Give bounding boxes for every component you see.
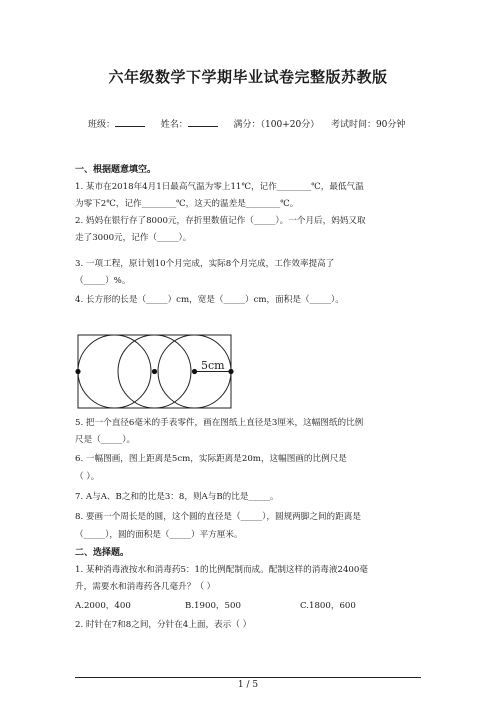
footer-divider [75, 677, 421, 678]
exam-info-row [88, 117, 405, 130]
page-number: 1 / 5 [237, 680, 259, 690]
class-label: 班级： [88, 120, 116, 130]
class-blank [115, 117, 145, 127]
choice-q1-line2: 升，需要水和消毒药各几毫升？（ ） [75, 582, 216, 592]
q3-line2: （_____）%。 [75, 276, 131, 286]
q4-line: 4. 长方形的长是（_____）cm，宽是（_____）cm，面积是（_____）。 [75, 295, 344, 305]
q8-line2: （_____），圆的面积是（_____）平方厘米。 [75, 530, 243, 540]
option-c: C.1800，600 [300, 601, 356, 611]
section2-heading: 二、选择题。 [75, 548, 130, 558]
rectangle-circles-diagram [70, 332, 240, 412]
score-label: 满分：（100+20分） [233, 120, 320, 130]
q3-line1: 3. 一项工程，原计划10个月完成，实际8个月完成，工作效率提高了 [75, 259, 335, 269]
q2-line2: 走了3000元，记作（_____）。 [75, 233, 192, 243]
section1-heading: 一、根据题意填空。 [75, 165, 157, 175]
name-label: 姓名： [160, 120, 188, 130]
q2-line1: 2. 妈妈在银行存了8000元，存折里数值记作（_____）。一个月后，妈妈又取 [75, 216, 366, 226]
q8-line1: 8. 要画一个周长是的圆，这个圆的直径是（_____），圆规两脚之间的距离是 [75, 512, 361, 522]
time-label: 考试时间：90分钟 [330, 120, 406, 130]
option-b: B.1900，500 [185, 601, 241, 611]
choice-q2-line: 2. 时针在7和8之间，分针在4上面，表示（ ） [75, 620, 252, 630]
q5-line2: 尺是（_____）。 [75, 435, 136, 445]
q1-line2: 为零下2℃，记作________℃，这天的温差是________℃。 [75, 199, 299, 209]
option-a: A.2000，400 [75, 601, 131, 611]
page-title: 六年级数学下学期毕业试卷完整版苏教版 [108, 68, 388, 86]
diagram-radius-label: 5cm [201, 359, 225, 372]
choice-q1-line1: 1. 某种消毒液按水和消毒药5：1的比例配制而成。配制这样的消毒液2400毫 [75, 565, 368, 575]
name-blank [188, 117, 218, 127]
q1-line1: 1. 某市在2018年4月1日最高气温为零上11℃，记作________℃，最低气温 [75, 182, 364, 192]
q6-line1: 6. 一幅图画，图上距离是5cm，实际距离是20m，这幅图画的比例尺是 [75, 454, 347, 464]
q7-line: 7. A与A、B之和的比是3：8，则A与B的比是_____。 [75, 492, 279, 502]
q6-line2: （ ）。 [75, 472, 100, 482]
q5-line1: 5. 把一个直径6毫米的手表零件，画在图纸上直径是3厘米，这幅图纸的比例 [75, 418, 364, 428]
